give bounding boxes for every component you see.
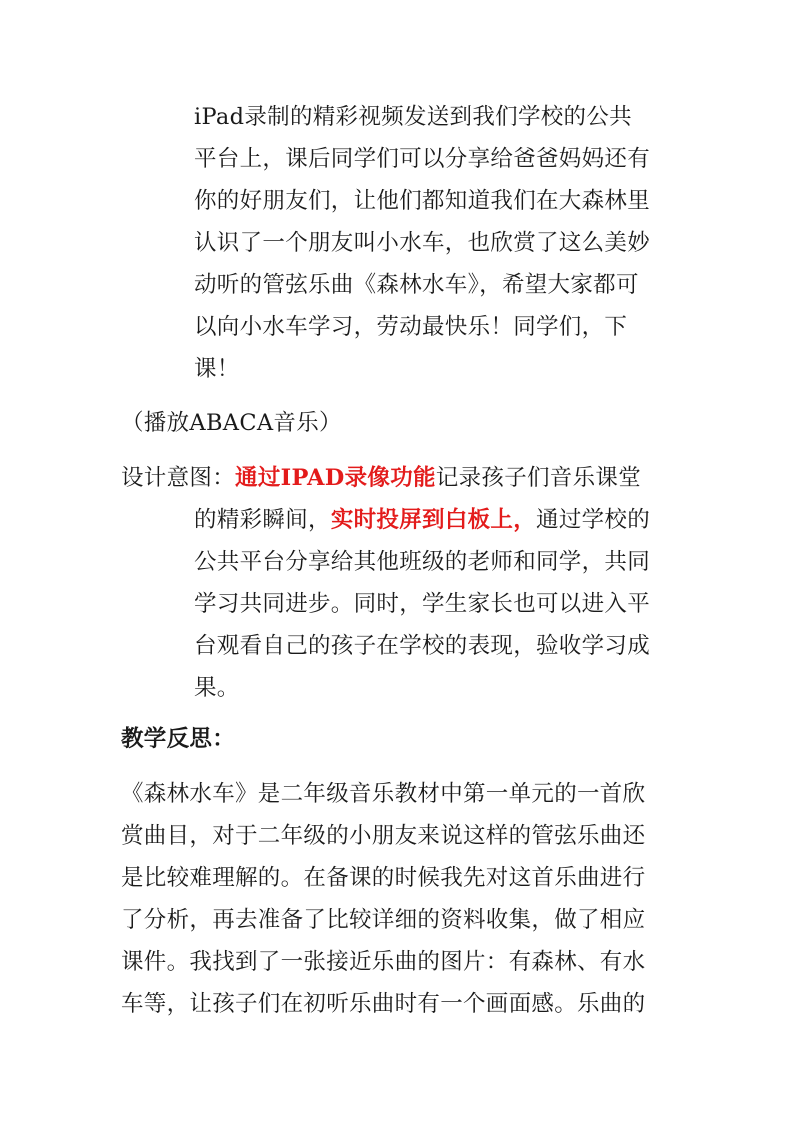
text-line: 平台上，课后同学们可以分享给爸爸妈妈还有	[194, 146, 651, 172]
text-line: 《森林水车》是二年级音乐教材中第一单元的一首欣	[121, 781, 646, 807]
text-line: 认识了一个朋友叫小水车，也欣赏了这么美妙	[194, 230, 651, 256]
text-line: 台观看自己的孩子在学校的表现，验收学习成	[194, 633, 651, 659]
text-line: 果。	[194, 675, 240, 701]
text-line: 课件。我找到了一张接近乐曲的图片：有森林、有水	[121, 949, 646, 975]
text-line: 是比较难理解的。在备课的时候我先对这首乐曲进行	[121, 865, 646, 891]
text-line: 课！	[194, 356, 240, 382]
highlight-screen-cast: 实时投屏到白板上，	[330, 507, 537, 533]
text-line: 以向小水车学习，劳动最快乐！同学们，下	[194, 314, 628, 340]
closing-remarks-paragraph	[121, 96, 650, 390]
design-intent-paragraph	[121, 457, 650, 709]
text-line: 你的好朋友们，让他们都知道我们在大森林里	[194, 188, 651, 214]
text-line: 动听的管弦乐曲《森林水车》，希望大家都可	[194, 272, 639, 298]
design-intent-label: 设计意图：	[121, 465, 236, 491]
reflection-heading	[121, 718, 235, 760]
text-line: 车等，让孩子们在初听乐曲时有一个画面感。乐曲的	[121, 991, 646, 1017]
text-line: 学习共同进步。同时，学生家长也可以进入平	[194, 591, 651, 617]
text-line: 了分析，再去准备了比较详细的资料收集，做了相应	[121, 907, 646, 933]
text-segment: 通过学校的	[536, 507, 651, 533]
reflection-heading-text: 教学反思：	[121, 726, 236, 752]
stage-direction-text: （播放ABACA音乐）	[121, 410, 342, 436]
text-line: 赏曲目，对于二年级的小朋友来说这样的管弦乐曲还	[121, 823, 646, 849]
text-line: 公共平台分享给其他班级的老师和同学，共同	[194, 549, 651, 575]
highlight-ipad-recording: 通过IPAD录像功能	[235, 465, 436, 491]
stage-direction	[121, 402, 342, 444]
reflection-paragraph	[121, 773, 645, 1025]
text-line: iPad录制的精彩视频发送到我们学校的公共	[194, 104, 632, 130]
text-segment: 记录孩子们音乐课堂	[435, 465, 641, 491]
text-segment: 的精彩瞬间，	[194, 507, 331, 533]
